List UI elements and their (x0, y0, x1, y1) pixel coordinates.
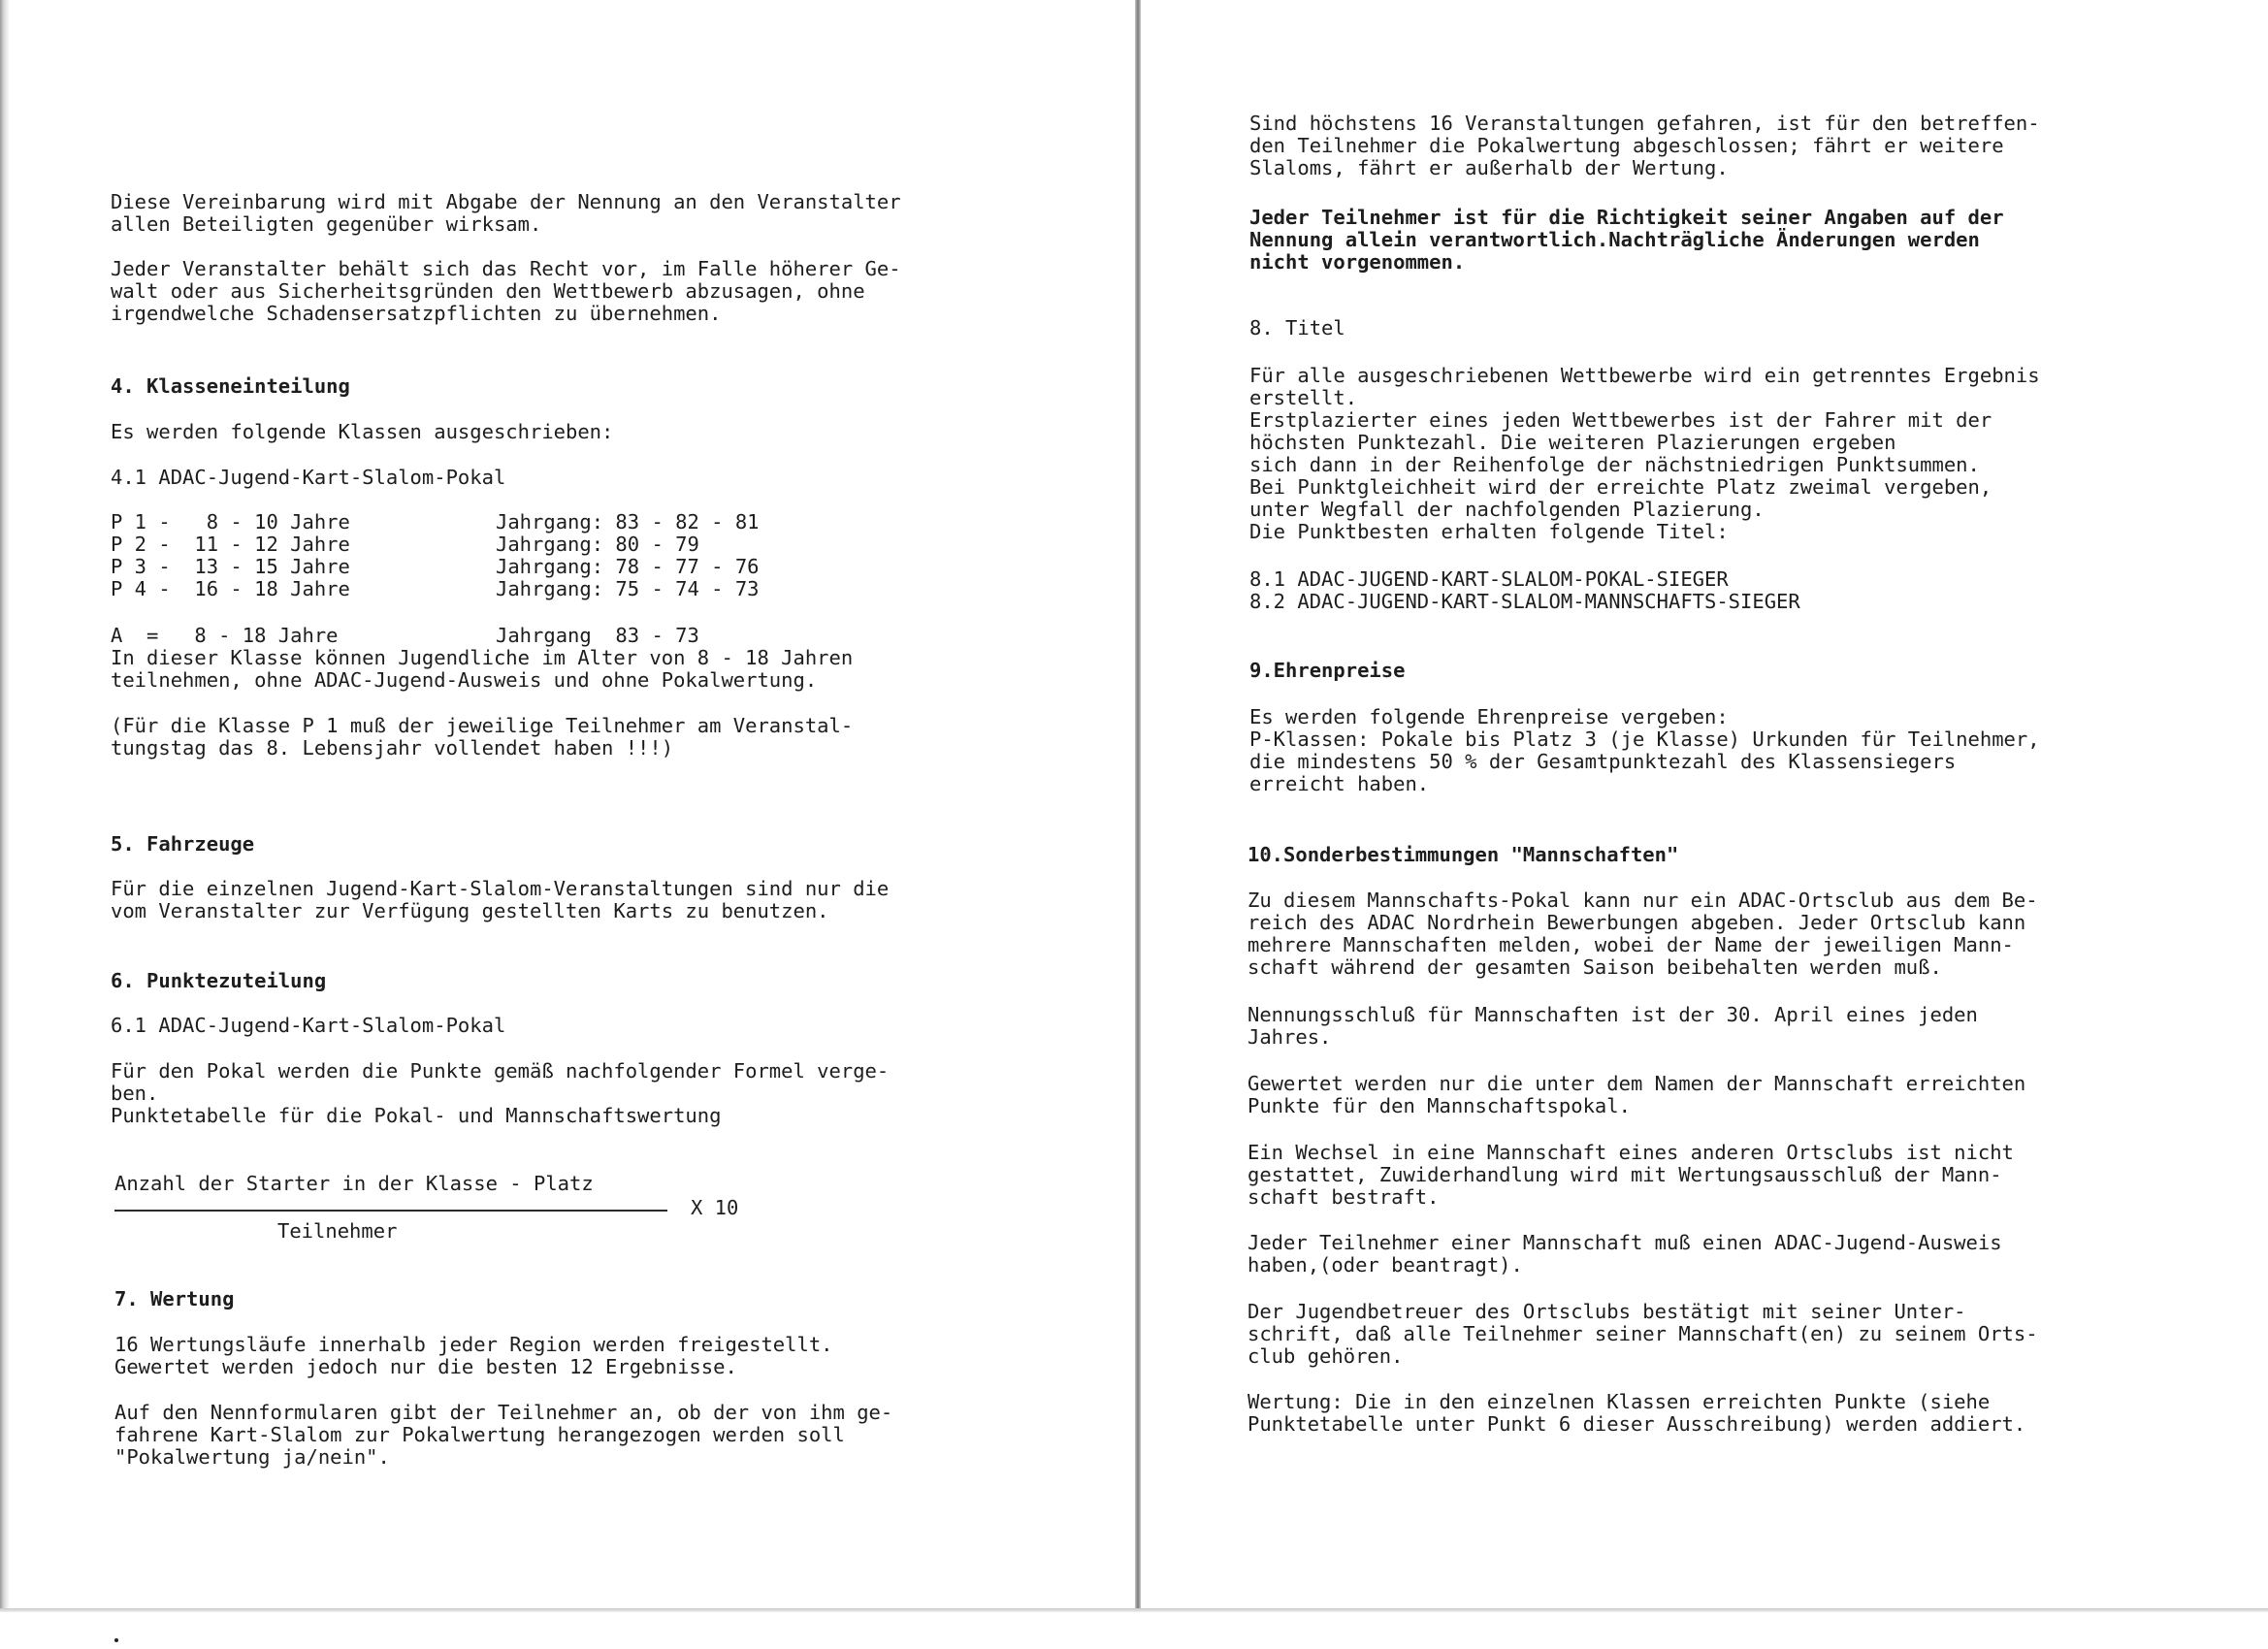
section-6-1-heading: 6.1 ADAC-Jugend-Kart-Slalom-Pokal (111, 1014, 506, 1037)
section-10-heading: 10.Sonderbestimmungen "Mannschaften" (1247, 843, 1679, 866)
section-6-heading: 6. Punktezuteilung (111, 969, 327, 992)
team-points-paragraph: Gewertet werden nur die unter dem Namen der Mannschaft erreichten Punkte für den Mannschaftspokal. (1247, 1072, 2026, 1117)
prizes-paragraph: Es werden folgende Ehrenpreise vergeben: P-Klassen: Pokale bis Platz 3 (je Klasse) Urkunden für Teilnehmer, die mindestens 50 % der Gesamtpunktezahl des Klassensiegers erreicht haben. (1249, 705, 2040, 795)
entry-form-paragraph: Auf den Nennformularen gibt der Teilnehmer an, ob der von ihm ge- fahrene Kart-Slalom zur Pokalwertung herangezogen werden soll "Pokalwertung ja/nein". (114, 1401, 893, 1469)
class-row: P 1 - 8 - 10 Jahre (111, 510, 350, 534)
class-row-year: Jahrgang: 75 - 74 - 73 (496, 577, 760, 600)
class-row: P 3 - 13 - 15 Jahre (111, 555, 350, 578)
page-edge-shadow (0, 0, 10, 1610)
right-page (1141, 0, 2268, 1610)
vehicles-paragraph: Für die einzelnen Jugend-Kart-Slalom-Veranstaltungen sind nur die vom Veranstalter zur Verfügung gestellten Karts zu benutzen. (111, 877, 890, 922)
id-paragraph: Jeder Teilnehmer einer Mannschaft muß einen ADAC-Jugend-Ausweis haben,(oder beantragt). (1247, 1231, 2002, 1277)
formula-denominator: Teilnehmer (277, 1219, 398, 1243)
max-events-paragraph: Sind höchstens 16 Veranstaltungen gefahren, ist für den betreffen- den Teilnehmer die Pokalwertung abgeschlossen; fährt er weitere Slaloms, fährt er außerhalb der Wertung. (1249, 112, 2040, 179)
fraction-bar (114, 1210, 667, 1212)
organizer-rights-paragraph: Jeder Veranstalter behält sich das Recht vor, im Falle höherer Ge- walt oder aus Sicherheitsgründen den Wettbewerb abzusagen, ohne irgendwelche Schadensersatzpflichten zu übernehmen. (111, 257, 901, 325)
left-page (0, 0, 1137, 1610)
section-8-heading: 8. Titel (1249, 316, 1345, 340)
class-row-year: Jahrgang: 83 - 82 - 81 (496, 510, 760, 534)
agreement-paragraph: Diese Vereinbarung wird mit Abgabe der Nennung an den Veranstalter allen Beteiligten gegenüber wirksam. (111, 190, 901, 236)
class-row-year: Jahrgang: 78 - 77 - 76 (496, 555, 760, 578)
classes-intro: Es werden folgende Klassen ausgeschrieben: (111, 420, 614, 443)
class-a-row: A = 8 - 18 Jahre (111, 624, 339, 647)
formula-multiplier: X 10 (691, 1196, 739, 1219)
formula-intro: Für den Pokal werden die Punkte gemäß nachfolgender Formel verge- ben. Punktetabelle für die Pokal- und Mannschaftswertung (111, 1059, 890, 1127)
titles-paragraph: Für alle ausgeschriebenen Wettbewerbe wird ein getrenntes Ergebnis erstellt. Erstplazierter eines jeden Wettbewerbes ist der Fahrer mit der höchsten Punktezahl. Die weiteren Plazierungen ergeben sich dann in der Reihenfolge der nächstniedrigen Punktsummen. Bei Punktgleichheit wird der erreichte Platz zweimal vergeben, unter Wegfall der nachfolgenden Plazierung. Die Punktbesten erhalten folgende Titel: (1249, 364, 2040, 543)
responsibility-paragraph: Jeder Teilnehmer ist für die Richtigkeit seiner Angaben auf der Nennung allein verantwortlich.Nachträgliche Änderungen werden nicht vorgenommen. (1249, 206, 2004, 274)
section-4-heading: 4. Klasseneinteilung (111, 374, 350, 398)
scan-speck (114, 1638, 118, 1642)
class-a-description: In dieser Klasse können Jugendliche im Alter von 8 - 18 Jahren teilnehmen, ohne ADAC-Jugend-Ausweis und ohne Pokalwertung. (111, 646, 854, 692)
section-4-1-heading: 4.1 ADAC-Jugend-Kart-Slalom-Pokal (111, 466, 506, 489)
formula-numerator: Anzahl der Starter in der Klasse - Platz (114, 1172, 594, 1195)
class-row-year: Jahrgang: 80 - 79 (496, 533, 699, 556)
signature-paragraph: Der Jugendbetreuer des Ortsclubs bestätigt mit seiner Unter- schrift, daß alle Teilnehmer seiner Mannschaft(en) zu seinem Orts- club gehören. (1247, 1300, 2038, 1368)
class-row: P 4 - 16 - 18 Jahre (111, 577, 350, 600)
section-9-heading: 9.Ehrenpreise (1249, 659, 1406, 682)
titles-list: 8.1 ADAC-JUGEND-KART-SLALOM-POKAL-SIEGER 8.2 ADAC-JUGEND-KART-SLALOM-MANNSCHAFTS-SIEGER (1249, 567, 1800, 613)
runs-paragraph: 16 Wertungsläufe innerhalb jeder Region werden freigestellt. Gewertet werden jedoch nur die besten 12 Ergebnisse. (114, 1333, 833, 1378)
team-cup-paragraph: Zu diesem Mannschafts-Pokal kann nur ein ADAC-Ortsclub aus dem Be- reich des ADAC Nordrhein Bewerbungen abgeben. Jeder Ortsclub kann mehrere Mannschaften melden, wobei der Name der jeweiligen Mann- schaft während der gesamten Saison beibehalten werden muß. (1247, 889, 2038, 979)
deadline-paragraph: Nennungsschluß für Mannschaften ist der 30. April eines jeden Jahres. (1247, 1003, 1978, 1049)
class-p1-note: (Für die Klasse P 1 muß der jeweilige Teilnehmer am Veranstal- tungstag das 8. Lebensjahr vollendet haben !!!) (111, 714, 854, 760)
scoring-paragraph: Wertung: Die in den einzelnen Klassen erreichten Punkte (siehe Punktetabelle unter Punkt 6 dieser Ausschreibung) werden addiert. (1247, 1390, 2026, 1436)
page-bottom-edge (0, 1608, 2268, 1612)
class-a-year: Jahrgang 83 - 73 (496, 624, 699, 647)
switch-paragraph: Ein Wechsel in eine Mannschaft eines anderen Ortsclubs ist nicht gestattet, Zuwiderhandlung wird mit Wertungsausschluß der Mann- schaft bestraft. (1247, 1141, 2014, 1209)
section-7-heading: 7. Wertung (114, 1287, 235, 1310)
class-row: P 2 - 11 - 12 Jahre (111, 533, 350, 556)
section-5-heading: 5. Fahrzeuge (111, 832, 255, 856)
